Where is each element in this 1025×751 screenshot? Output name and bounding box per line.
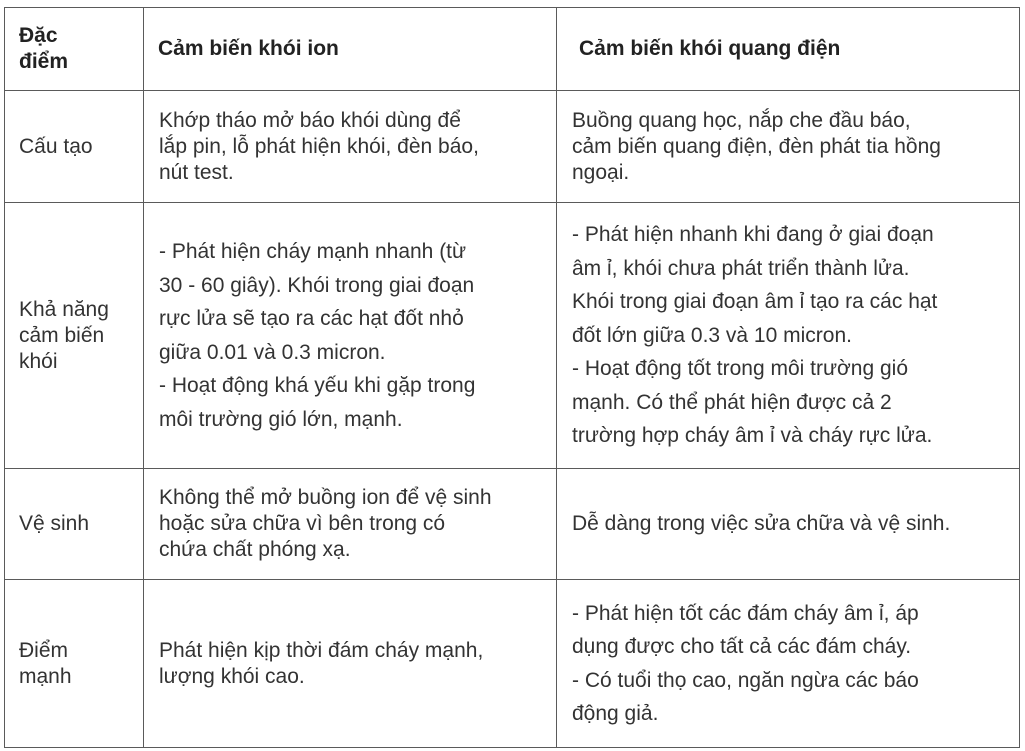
cell-line: cảm biến quang điện, đèn phát tia hồng: [572, 134, 941, 158]
feature-cell: [5, 469, 144, 580]
table-row: [5, 91, 1020, 203]
ion-cell: [144, 580, 557, 748]
cell-line: môi trường gió lớn, mạnh.: [159, 407, 403, 431]
cell-line: Vệ sinh: [19, 512, 90, 535]
cell-line: - Phát hiện tốt các đám cháy âm ỉ, áp: [572, 601, 919, 625]
cell-line: 30 - 60 giây). Khói trong giai đoạn: [159, 273, 475, 297]
cell-line: rực lửa sẽ tạo ra các hạt đốt nhỏ: [159, 307, 464, 330]
cell-line: lắp pin, lỗ phát hiện khói, đèn báo,: [159, 134, 479, 158]
comparison-table: [4, 7, 1020, 748]
cell-line: Khớp tháo mở báo khói dùng để: [159, 108, 461, 132]
table-row: [5, 203, 1020, 469]
cell-line: Khả năng: [19, 297, 109, 321]
table-row: [5, 469, 1020, 580]
cell-line: Khói trong giai đoạn âm ỉ tạo ra các hạt: [572, 290, 938, 314]
header-line: Đặc: [19, 24, 58, 47]
cell-line: động giả.: [572, 702, 659, 725]
cell-line: mạnh: [19, 664, 72, 688]
cell-line: - Phát hiện nhanh khi đang ở giai đoạn: [572, 223, 934, 247]
header-ion-sensor: [144, 8, 557, 91]
header-line: Cảm biến khói ion: [158, 37, 339, 60]
cell-line: - Hoạt động khá yếu khi gặp trong: [159, 374, 476, 397]
cell-line: - Hoạt động tốt trong môi trường gió: [572, 357, 908, 381]
cell-line: Không thể mở buồng ion để vệ sinh: [159, 486, 492, 509]
cell-line: - Có tuổi thọ cao, ngăn ngừa các báo: [572, 668, 919, 692]
cell-line: nút test.: [159, 160, 234, 184]
table-header-row: [5, 8, 1020, 91]
cell-line: dụng được cho tất cả các đám cháy.: [572, 635, 912, 658]
photoelectric-cell: [557, 203, 1020, 469]
cell-line: Điểm: [19, 638, 69, 662]
ion-cell: [144, 203, 557, 469]
cell-line: Phát hiện kịp thời đám cháy mạnh,: [159, 638, 484, 662]
feature-cell: [5, 580, 144, 748]
photoelectric-cell: [557, 580, 1020, 748]
ion-cell: [144, 469, 557, 580]
cell-line: giữa 0.01 và 0.3 micron.: [159, 340, 386, 364]
cell-line: - Phát hiện cháy mạnh nhanh (từ: [159, 240, 467, 263]
cell-line: khói: [19, 349, 58, 373]
header-feature: [5, 8, 144, 91]
cell-line: cảm biến: [19, 323, 105, 347]
header-photoelectric-sensor: [557, 8, 1020, 91]
cell-line: Buồng quang học, nắp che đầu báo,: [572, 108, 911, 132]
header-line: điểm: [19, 50, 69, 73]
cell-line: Cấu tạo: [19, 134, 93, 158]
photoelectric-cell: [557, 91, 1020, 203]
cell-line: đốt lớn giữa 0.3 và 10 micron.: [572, 323, 852, 347]
cell-line: hoặc sửa chữa vì bên trong có: [159, 512, 446, 535]
cell-line: Dễ dàng trong việc sửa chữa và vệ sinh.: [572, 512, 951, 535]
cell-line: mạnh. Có thể phát hiện được cả 2: [572, 390, 892, 414]
header-line: Cảm biến khói quang điện: [579, 37, 841, 60]
feature-cell: [5, 203, 144, 469]
ion-cell: [144, 91, 557, 203]
cell-line: âm ỉ, khói chưa phát triển thành lửa.: [572, 256, 910, 280]
cell-line: lượng khói cao.: [159, 664, 305, 688]
cell-line: ngoại.: [572, 160, 630, 184]
feature-cell: [5, 91, 144, 203]
cell-line: chứa chất phóng xạ.: [159, 538, 351, 561]
cell-line: trường hợp cháy âm ỉ và cháy rực lửa.: [572, 424, 933, 448]
photoelectric-cell: [557, 469, 1020, 580]
table-row: [5, 580, 1020, 748]
